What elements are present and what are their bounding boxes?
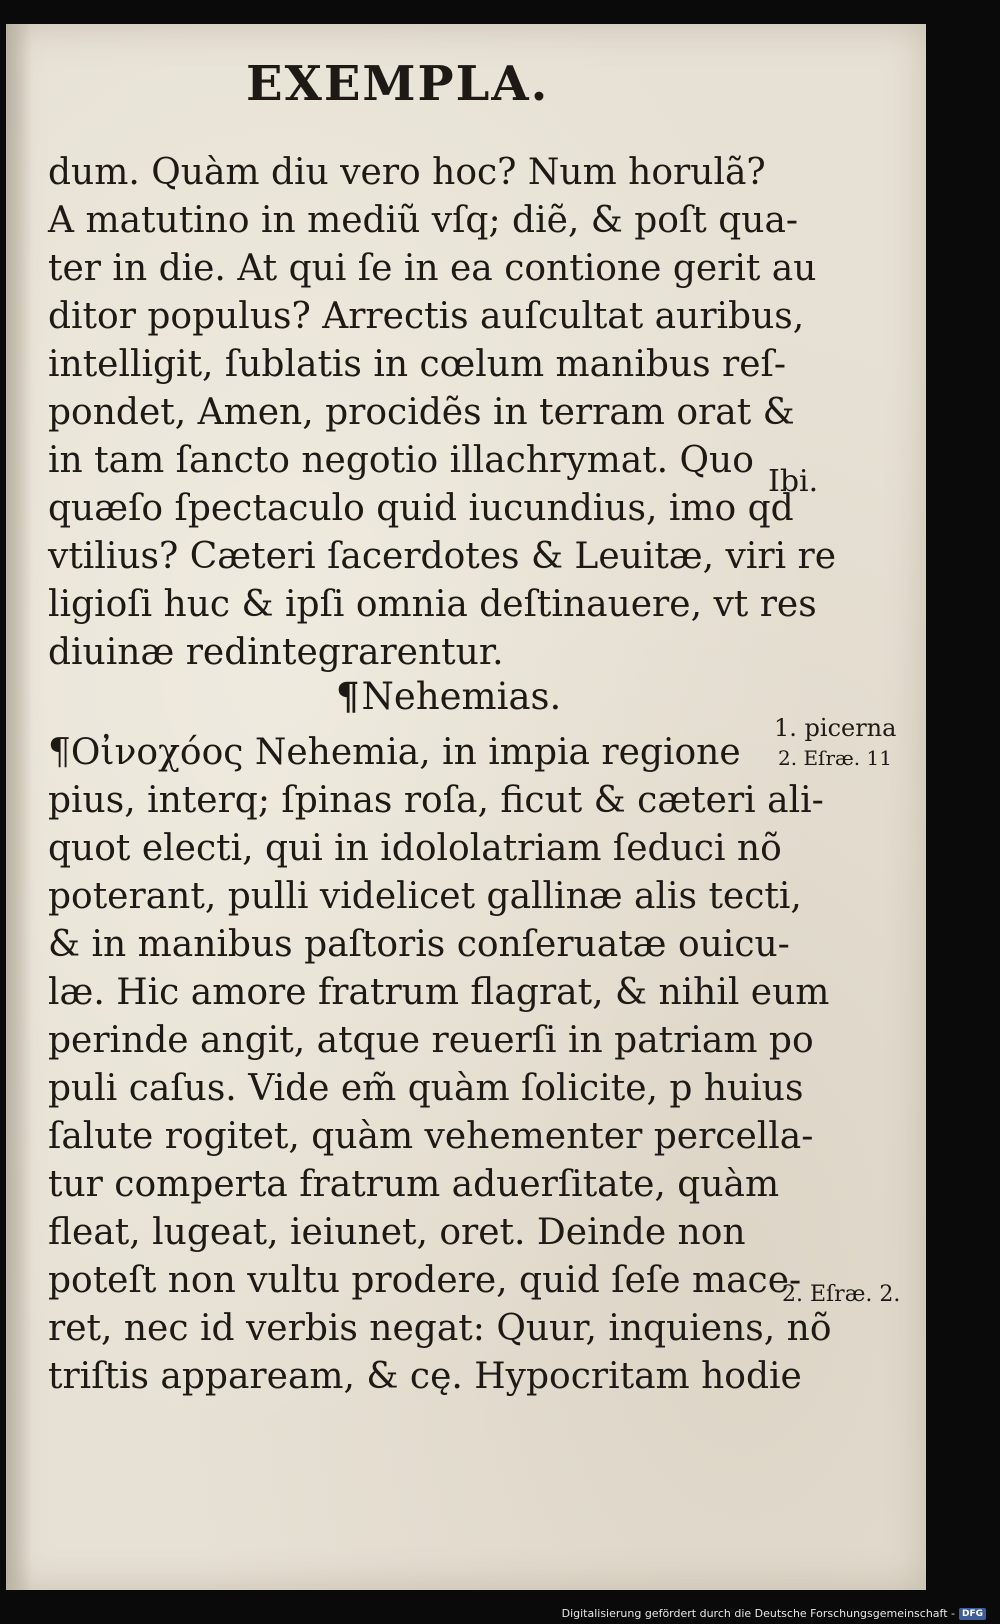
text-line: ditor populus? Arrectis auſcultat auribus,: [48, 296, 805, 337]
margin-note-esrae-11: 2. Eſræ. 11: [778, 746, 892, 770]
text-block-2: [48, 729, 832, 1401]
text-line: læ. Hic amore fratrum flagrat, & nihil eum: [48, 972, 830, 1013]
text-line: pius, interq; ſpinas roſa, ficut & cæteri ali-: [48, 780, 824, 821]
text-line: intelligit, ſublatis in cœlum manibus reſ-: [48, 344, 786, 385]
margin-note-picerna: 1. picerna: [774, 714, 897, 742]
text-line: ret, nec id verbis negat: Quur, inquiens, nõ: [48, 1308, 832, 1349]
text-line: A matutino in mediũ vſq; diẽ, & poſt qua-: [48, 200, 799, 241]
digitization-footer: [562, 1607, 986, 1620]
text-line: quæſo ſpectaculo quid iucundius, imo qd: [48, 488, 794, 529]
margin-note-esrae-2: 2. Eſræ. 2.: [782, 1282, 901, 1307]
text-line: ſalute rogitet, quàm vehementer percella-: [48, 1116, 814, 1157]
page-spine-shadow: [6, 24, 32, 1590]
text-line: diuinæ redintegrarentur.: [48, 632, 504, 673]
text-line: poterant, pulli videlicet gallinæ alis tecti,: [48, 876, 802, 917]
text-line: poteſt non vultu prodere, quid ſeſe mace-: [48, 1260, 802, 1301]
text-line: vtilius? Cæteri ſacerdotes & Leuitæ, viri re: [48, 536, 837, 577]
text-line: ¶Οἰνοχόος Nehemia, in impia regione: [48, 732, 741, 773]
text-line: fleat, lugeat, ieiunet, oret. Deinde non: [48, 1212, 746, 1253]
text-line: & in manibus paſtoris conſeruatæ ouicu-: [48, 924, 790, 965]
text-line: triſtis appaream, & cę. Hypocritam hodie: [48, 1356, 802, 1397]
book-page: [6, 24, 926, 1590]
text-line: ligioſi huc & ipſi omnia deſtinauere, vt res: [48, 584, 817, 625]
section-heading: [336, 674, 561, 718]
margin-note-ibi: Ibi.: [768, 464, 819, 499]
text-line: perinde angit, atque reuerſi in patriam po: [48, 1020, 814, 1061]
footer-credit-text: Digitalisierung gefördert durch die Deutsche Forschungsgemeinschaft -: [561, 1607, 955, 1620]
text-line: in tam ſancto negotio illachrymat. Quo: [48, 440, 754, 481]
text-line: quot electi, qui in idololatriam ſeduci nõ: [48, 828, 782, 869]
text-line: pondet, Amen, procidẽs in terram orat &: [48, 392, 795, 433]
dfg-logo: DFG: [959, 1608, 986, 1620]
text-line: puli caſus. Vide em̃ quàm ſolicite, p huius: [48, 1068, 804, 1109]
text-line: dum. Quàm diu vero hoc? Num horulã?: [48, 152, 766, 193]
running-header: EXEMPLA.: [246, 56, 550, 112]
text-line: ter in die. At qui ſe in ea contione gerit au: [48, 248, 817, 289]
pilcrow-mark: ¶: [336, 674, 360, 718]
section-heading-text: Nehemias.: [361, 675, 562, 718]
text-line: tur comperta fratrum aduerſitate, quàm: [48, 1164, 780, 1205]
